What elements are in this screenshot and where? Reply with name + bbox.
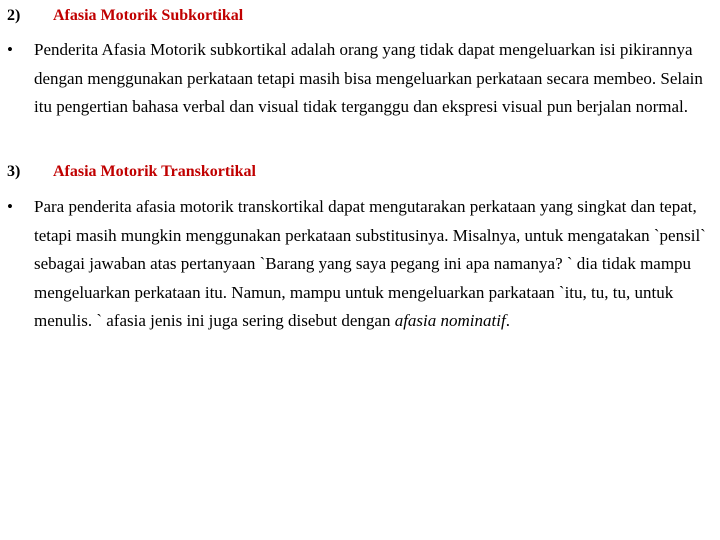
section-paragraph: Penderita Afasia Motorik subkortikal adalah orang yang tidak dapat mengeluarkan isi pikirannya dengan menggunakan perkataan tetapi masih bisa mengeluarkan perkataan secara membeo. Selain itu pengertian bahasa verbal dan visual tidak terganggu dan ekspresi visual pun berjalan normal. bbox=[34, 40, 703, 116]
section-number: 3) bbox=[7, 163, 21, 180]
section-heading-3 bbox=[7, 162, 256, 182]
section-heading-2 bbox=[7, 6, 243, 26]
section-body-3 bbox=[7, 193, 712, 336]
section-paragraph bbox=[7, 193, 712, 336]
section-title: Afasia Motorik Subkortikal bbox=[53, 7, 244, 24]
paragraph-end: . bbox=[505, 311, 510, 330]
bullet-icon: • bbox=[7, 40, 13, 59]
paragraph-term: afasia nominatif bbox=[394, 311, 506, 330]
paragraph-text: Para penderita afasia motorik transkortikal dapat mengutarakan perkataan yang singkat dan tepat, tetapi masih mungkin menggunakan perkataan substitusinya. Misalnya, untuk mengatakan `pensil` sebagai jawaban atas pertanyaan `Barang yang saya pegang ini apa namanya? ` dia tidak mampu mengeluarkan perkataan itu. Namun, mampu untuk mengeluarkan parkataan `itu, tu, tu, untuk menulis. ` afasia jenis ini juga sering disebut dengan bbox=[34, 197, 706, 330]
bullet-icon: • bbox=[7, 197, 13, 216]
section-body-2 bbox=[7, 36, 712, 122]
section-title: Afasia Motorik Transkortikal bbox=[53, 163, 256, 180]
section-number: 2) bbox=[7, 7, 21, 24]
